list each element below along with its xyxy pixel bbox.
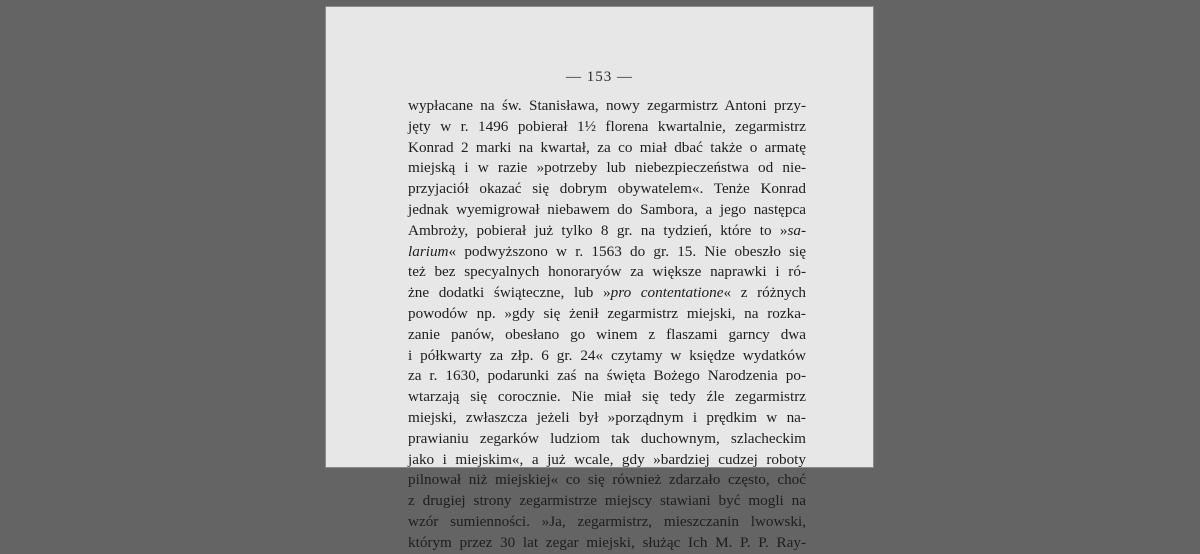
text-line: wtarzają się corocznie. Nie miał się tedy źle zegarmistrz bbox=[408, 388, 806, 406]
text-line: za r. 1630, podarunki zaś na święta Bożego Narodzenia po- bbox=[408, 367, 806, 385]
text-line bbox=[408, 221, 806, 242]
text-run: « z różnych bbox=[723, 284, 807, 302]
text-line bbox=[408, 283, 806, 304]
text-line: prawianiu zegarków ludziom tak duchownym, szlacheckim bbox=[408, 429, 806, 447]
text-line: jednak wyemigrował niebawem do Sambora, a jego następca bbox=[408, 200, 806, 218]
text-line: Konrad 2 marki na kwartał, za co miał dbać także o armatę bbox=[408, 138, 806, 156]
text-line: miejski, zwłaszcza jeżeli był »porządnym i prędkim w na- bbox=[408, 408, 806, 426]
text-line: wzór sumienności. »Ja, zegarmistrz, mieszczanin lwowski, bbox=[408, 512, 806, 530]
text-run: żne dodatki świąteczne, lub » bbox=[408, 284, 611, 302]
text-line: i półkwarty za złp. 6 gr. 24« czytamy w księdze wydatków bbox=[408, 346, 806, 364]
text-line: z drugiej strony zegarmistrze miejscy stawiani być mogli na bbox=[408, 492, 806, 510]
body-text bbox=[408, 96, 806, 554]
text-line: jęty w r. 1496 pobierał 1½ florena kwartalnie, zegarmistrz bbox=[408, 117, 806, 135]
italic-term: larium bbox=[408, 242, 449, 260]
text-run: « podwyższono w r. 1563 do gr. 15. Nie obeszło się bbox=[448, 242, 806, 260]
text-line: wypłacane na św. Stanisława, nowy zegarmistrz Antoni przy- bbox=[408, 97, 806, 114]
text-line: też bez specyalnych honoraryów za większe naprawki i ró- bbox=[408, 263, 806, 281]
text-line: pilnował niż miejskiej« co się również zdarzało często, choć bbox=[408, 471, 806, 489]
text-line: jako i miejskim«, a już wcale, gdy »bardziej cudzej roboty bbox=[408, 450, 806, 468]
italic-term: pro contentatione bbox=[610, 284, 724, 302]
text-line: powodów np. »gdy się żenił zegarmistrz miejski, na rozka- bbox=[408, 304, 806, 322]
text-run: Ambroży, pobierał już tylko 8 gr. na tydzień, które to » bbox=[408, 221, 788, 239]
text-line bbox=[408, 242, 806, 263]
page-number: — 153 — bbox=[566, 69, 633, 85]
document-page bbox=[326, 7, 873, 551]
text-line: którym przez 30 lat zegar miejski, służąc Ich M. P. P. Ray- bbox=[408, 533, 806, 551]
text-line: miejską i w razie »potrzeby lub niebezpieczeństwa od nie- bbox=[408, 159, 806, 177]
text-line: przyjaciół okazać się dobrym obywatelem«. Tenże Konrad bbox=[408, 180, 806, 198]
italic-term: sa- bbox=[787, 221, 806, 239]
text-line: zanie panów, obesłano go winem z flaszami garncy dwa bbox=[408, 325, 806, 343]
